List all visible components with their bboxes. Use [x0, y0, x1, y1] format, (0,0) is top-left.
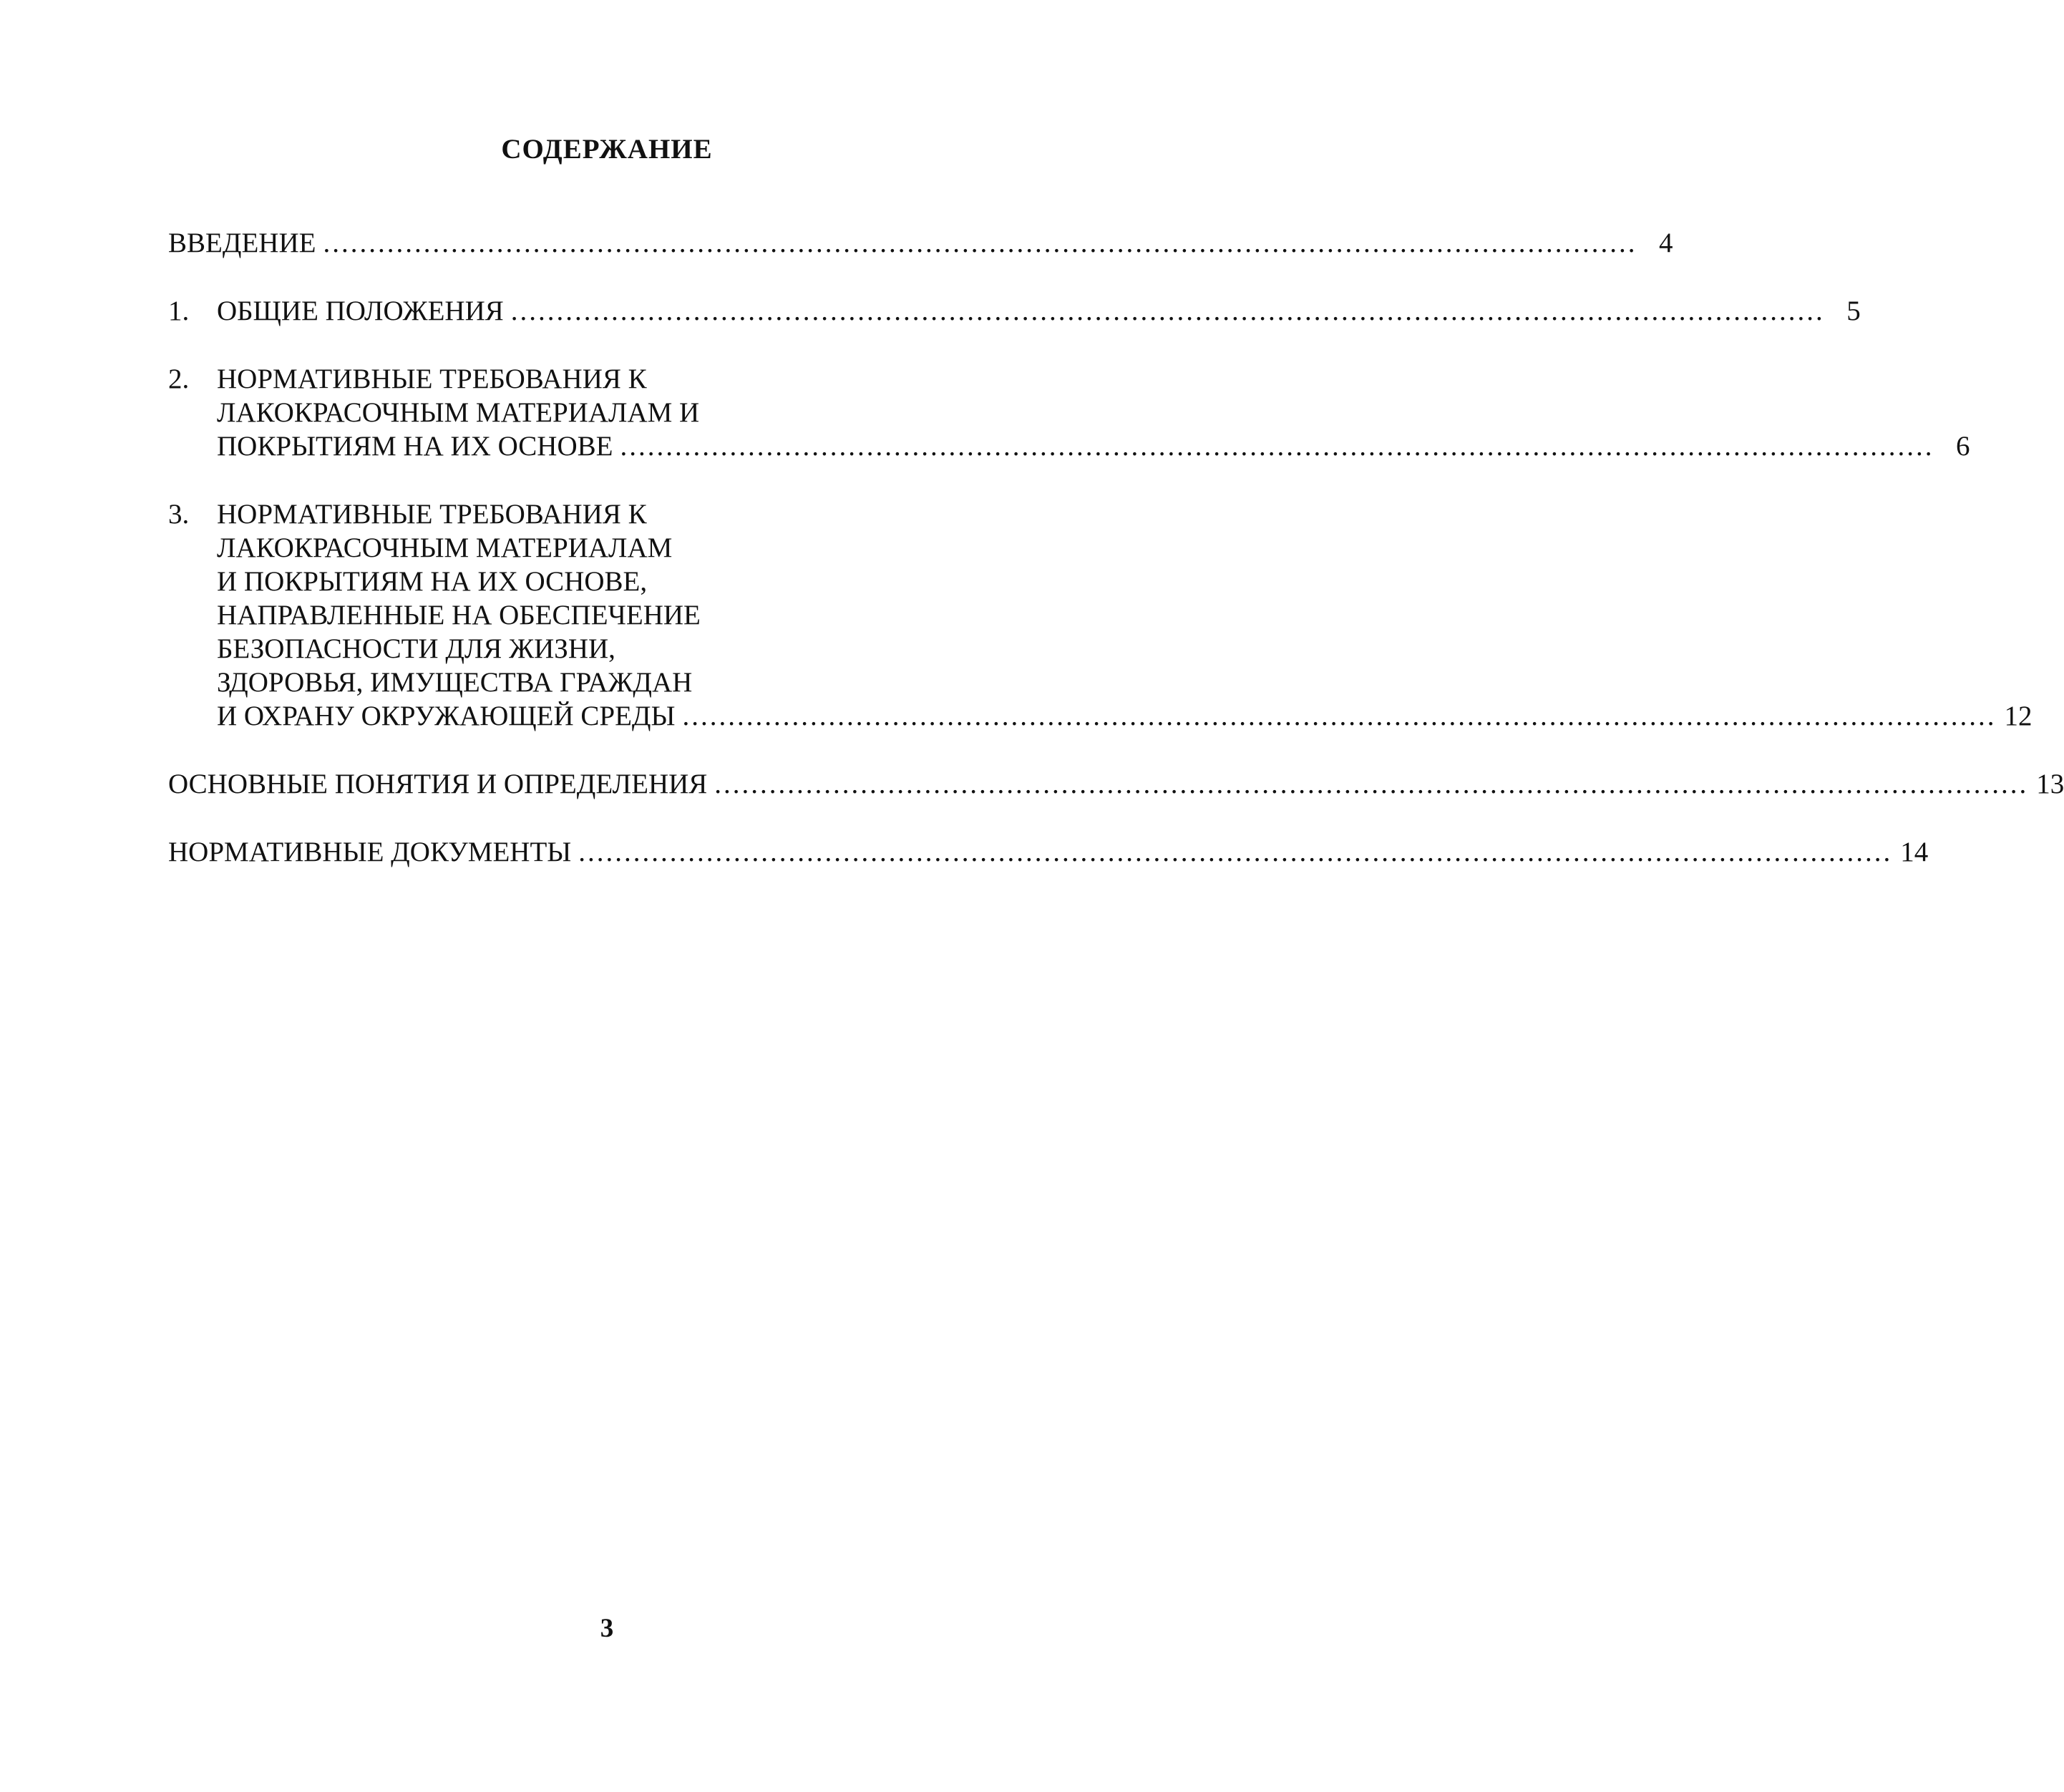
- toc-entry-final-line: [168, 226, 1673, 260]
- toc-entry-line: НОРМАТИВНЫЕ ТРЕБОВАНИЯ К: [217, 364, 647, 394]
- toc-page-number: 14: [1900, 837, 1929, 867]
- toc-entry-general-provisions: [168, 294, 1861, 328]
- toc-entry-line: ЛАКОКРАСОЧНЫМ МАТЕРИАЛАМ: [217, 532, 673, 563]
- toc-entry-line: НАПРАВЛЕННЫЕ НА ОБЕСПЕЧЕНИЕ: [217, 600, 701, 630]
- toc-entry-line: БЕЗОПАСНОСТИ ДЛЯ ЖИЗНИ,: [217, 633, 615, 664]
- toc-entry-title: НОРМАТИВНЫЕ ДОКУМЕНТЫ: [168, 837, 572, 867]
- toc-entry-normative-requirements: [168, 362, 1970, 463]
- toc-entry-introduction: [168, 226, 1673, 260]
- toc-leader-dots: ................................................................................................................................................: [323, 228, 1637, 258]
- toc-entry-number: 1.: [168, 296, 190, 326]
- toc-leader-dots: ................................................................................................................................................: [682, 701, 1997, 731]
- toc-entry-text: [168, 835, 1929, 869]
- toc-entry-definitions: [168, 767, 2064, 801]
- toc-entry-number: 2.: [168, 364, 190, 394]
- toc-page-number: 12: [2004, 701, 2033, 731]
- table-of-contents: [168, 226, 2064, 903]
- toc-entry-title: И ОХРАНУ ОКРУЖАЮЩЕЙ СРЕДЫ: [217, 701, 676, 731]
- toc-entry-final-line: [217, 294, 1861, 328]
- toc-entry-final-line: [168, 835, 1929, 869]
- toc-entry-text: [217, 294, 1861, 328]
- toc-entry-text: [217, 497, 2033, 733]
- toc-entry-text: [168, 767, 2064, 801]
- toc-page-number: 13: [2036, 769, 2064, 799]
- toc-leader-dots: ................................................................................................................................................: [714, 769, 2029, 799]
- table-of-contents-title: СОДЕРЖАНИЕ: [501, 134, 713, 165]
- toc-entry-normative-documents: [168, 835, 1929, 869]
- toc-entry-text: [217, 362, 1970, 463]
- toc-entry-line: ЗДОРОВЬЯ, ИМУЩЕСТВА ГРАЖДАН: [217, 667, 693, 698]
- toc-leader-dots: ................................................................................................................................................: [578, 837, 1893, 867]
- page-number: 3: [600, 1614, 614, 1643]
- toc-entry-line: ЛАКОКРАСОЧНЫМ МАТЕРИАЛАМ И: [217, 397, 700, 428]
- toc-entry-final-line: [217, 429, 1970, 463]
- toc-entry-final-line: [168, 767, 2064, 801]
- toc-entry-number: 3.: [168, 499, 190, 530]
- toc-entry-safety-requirements: [168, 497, 2033, 733]
- toc-page-number: 5: [1846, 296, 1861, 326]
- toc-leader-dots: ................................................................................................................................................: [620, 431, 1934, 462]
- toc-leader-dots: ................................................................................................................................................: [510, 296, 1825, 326]
- toc-page-number: 6: [1955, 431, 1970, 462]
- toc-entry-title: ОБЩИЕ ПОЛОЖЕНИЯ: [217, 296, 504, 326]
- toc-entry-title: ВВЕДЕНИЕ: [168, 228, 316, 258]
- toc-entry-text: [168, 226, 1673, 260]
- toc-entry-title: ПОКРЫТИЯМ НА ИХ ОСНОВЕ: [217, 431, 613, 462]
- toc-entry-final-line: [217, 699, 2033, 733]
- toc-page-number: 4: [1658, 228, 1673, 258]
- toc-entry-line: И ПОКРЫТИЯМ НА ИХ ОСНОВЕ,: [217, 566, 648, 597]
- toc-entry-title: ОСНОВНЫЕ ПОНЯТИЯ И ОПРЕДЕЛЕНИЯ: [168, 769, 708, 799]
- toc-entry-line: НОРМАТИВНЫЕ ТРЕБОВАНИЯ К: [217, 499, 647, 530]
